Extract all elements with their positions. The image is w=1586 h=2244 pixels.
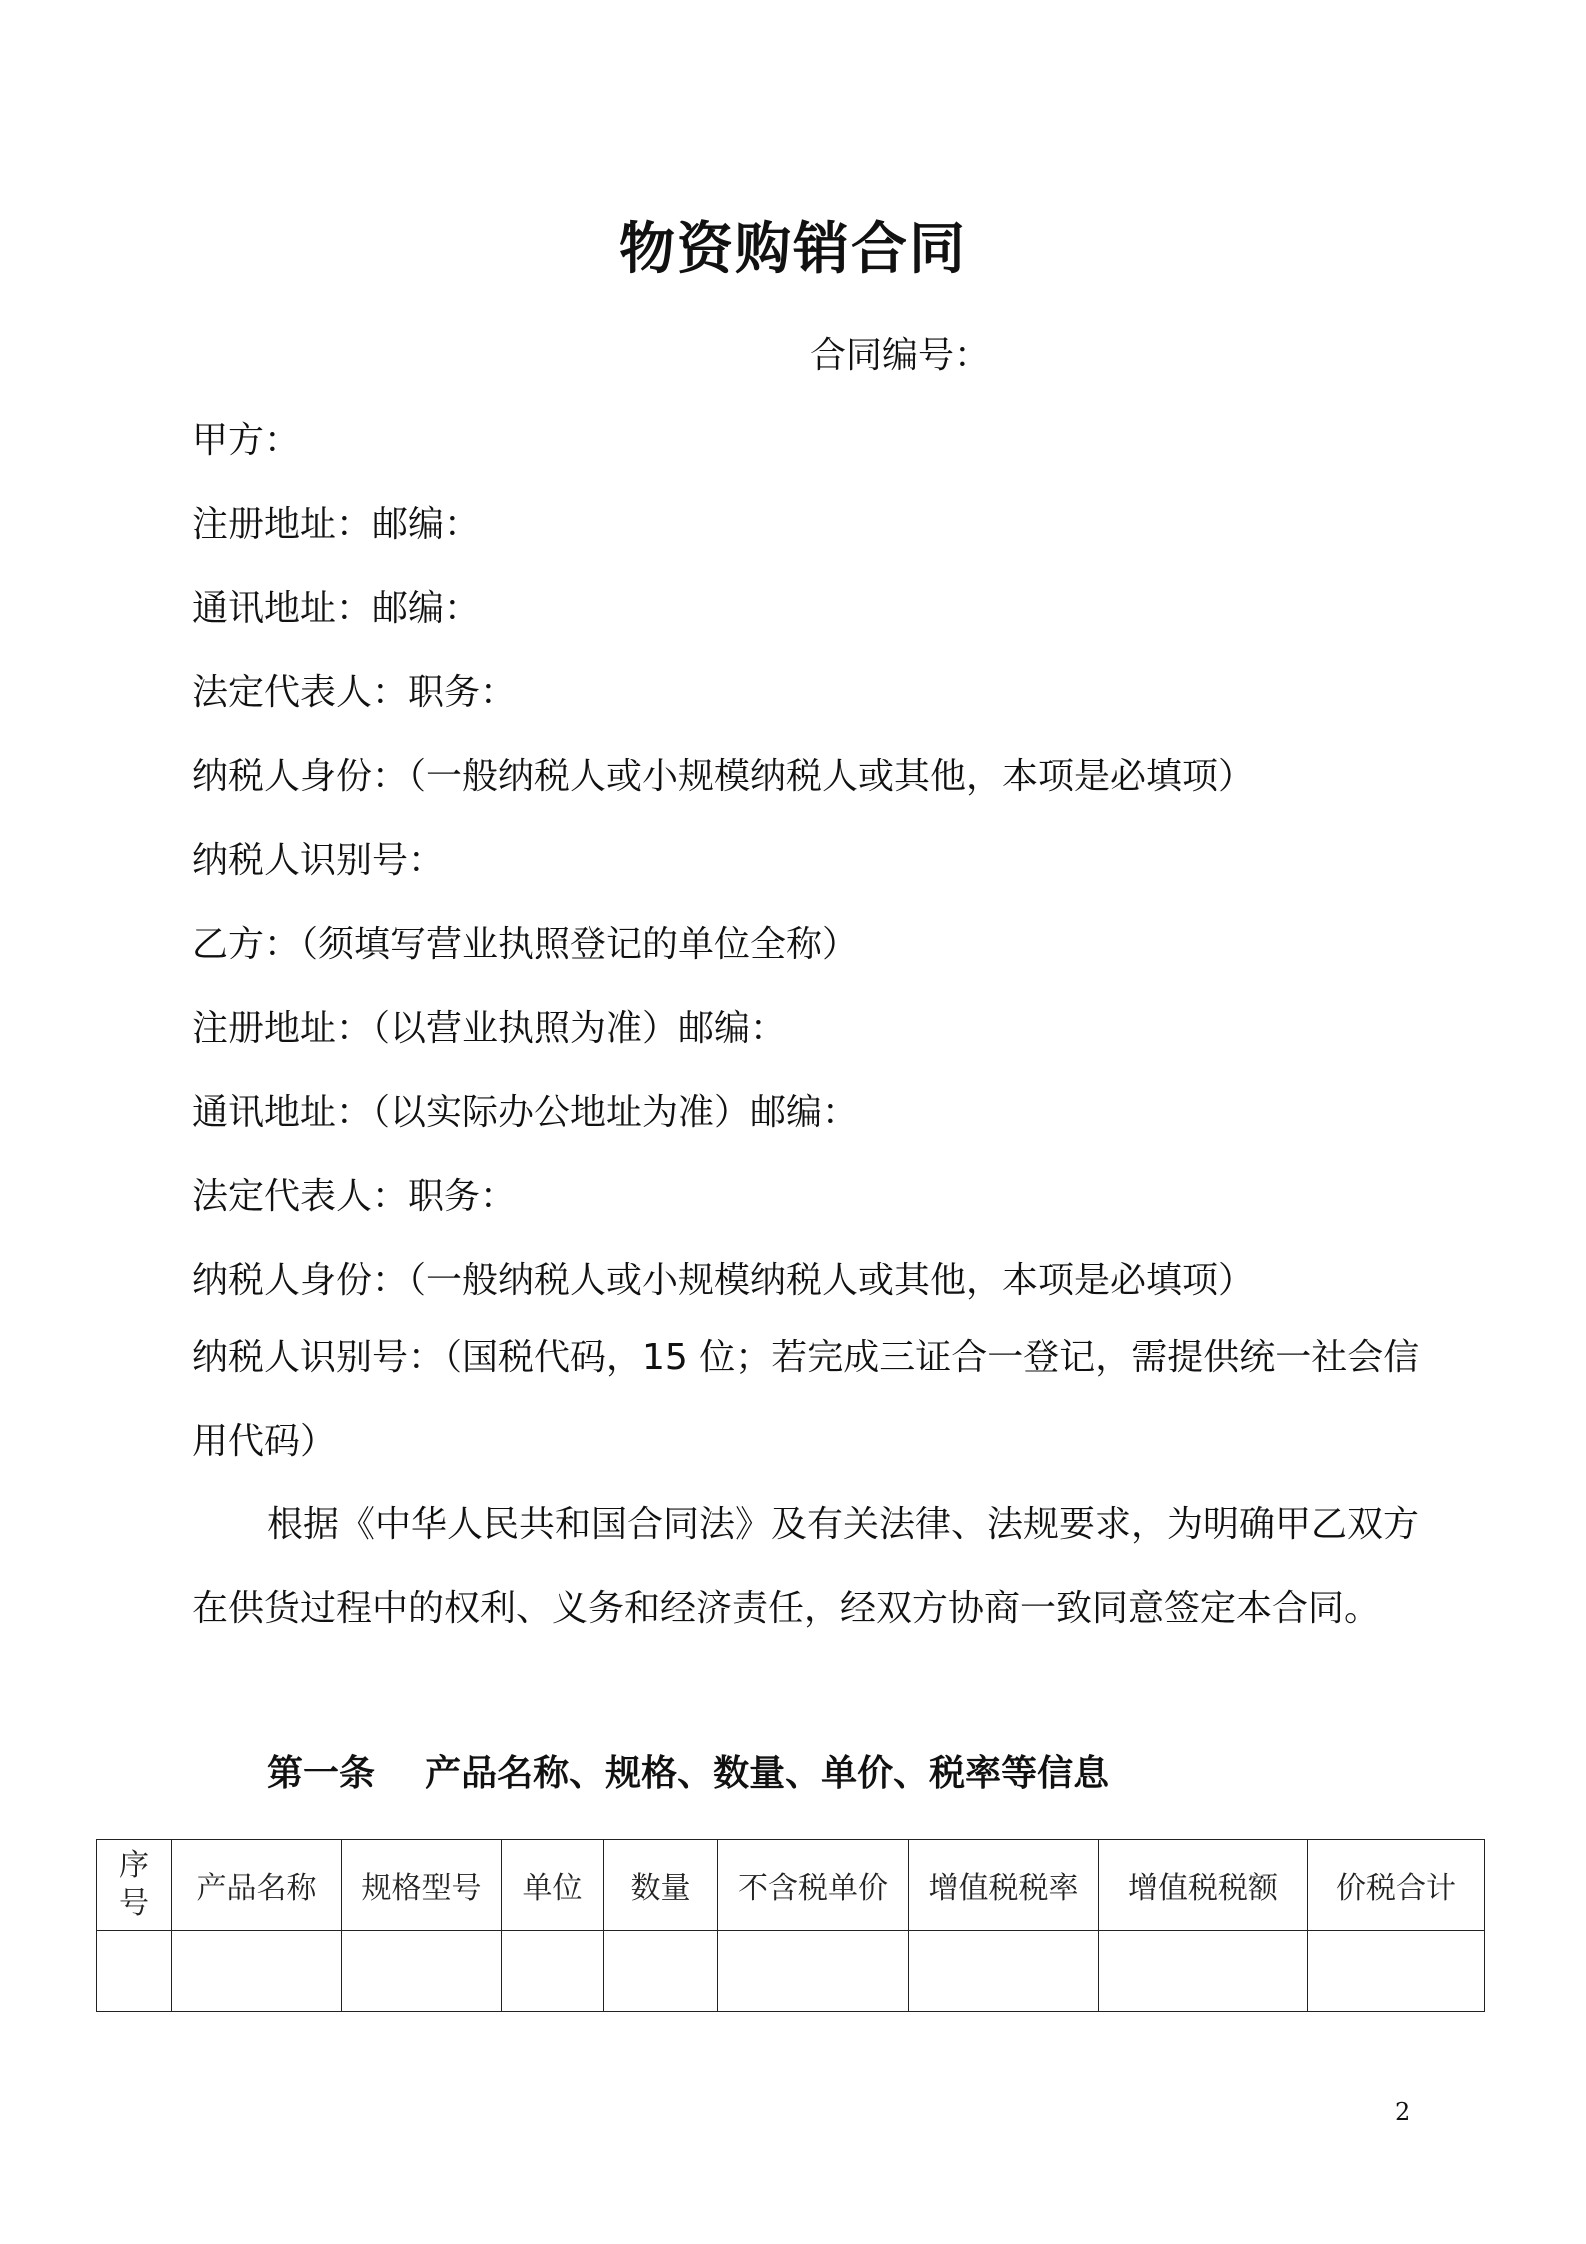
table-cell[interactable] [172,1931,342,2012]
col-header-total: 价税合计 [1308,1840,1485,1931]
table-cell[interactable] [604,1931,718,2012]
col-header-quantity: 数量 [604,1840,718,1931]
party-a-registered-address: 注册地址：邮编： [192,504,481,545]
table-cell[interactable] [1308,1931,1485,2012]
party-a-taxpayer-id: 纳税人识别号： [192,840,445,881]
party-a-mailing-address: 通讯地址：邮编： [192,588,481,629]
table-cell[interactable] [342,1931,502,2012]
party-b-taxpayer-id: 纳税人识别号：（国税代码，15 位；若完成三证合一登记，需提供统一社会信用代码） [192,1337,1420,1462]
table-cell[interactable] [97,1931,172,2012]
party-a-legal-rep: 法定代表人：职务： [192,672,517,713]
col-header-product-name: 产品名称 [172,1840,342,1931]
table-cell[interactable] [718,1931,909,2012]
col-header-vat-amount: 增值税税额 [1099,1840,1308,1931]
party-b-registered-address: 注册地址：（以营业执照为准）邮编： [192,1008,787,1049]
table-cell[interactable] [909,1931,1099,2012]
party-a-taxpayer-status: 纳税人身份：（一般纳税人或小规模纳税人或其他，本项是必填项） [192,756,1255,797]
col-header-unit: 单位 [502,1840,604,1931]
col-header-index: 序号 [97,1840,172,1931]
party-b-legal-rep: 法定代表人：职务： [192,1176,517,1217]
product-table [96,1839,1485,2012]
table-header-row [97,1840,1485,1931]
col-header-vat-rate: 增值税税率 [909,1840,1099,1931]
party-b-mailing-address: 通讯地址：（以实际办公地址为准）邮编： [192,1092,859,1133]
section-1-heading: 第一条 产品名称、规格、数量、单价、税率等信息 [267,1753,1110,1794]
party-b-taxpayer-status: 纳税人身份：（一般纳税人或小规模纳税人或其他，本项是必填项） [192,1260,1255,1301]
table-row [97,1931,1485,2012]
page-number: 2 [1395,2098,1411,2126]
party-a-name: 甲方： [192,420,301,461]
col-header-unit-price-ex-tax: 不含税单价 [718,1840,909,1931]
col-header-spec: 规格型号 [342,1840,502,1931]
contract-number-label: 合同编号： [810,335,991,376]
document-title: 物资购销合同 [619,217,967,282]
party-b-name: 乙方：（须填写营业执照登记的单位全称） [192,924,859,965]
preamble-paragraph: 根据《中华人民共和国合同法》及有关法律、法规要求，为明确甲乙双方在供货过程中的权利、义务和经济责任，经双方协商一致同意签定本合同。 [192,1504,1420,1629]
table-cell[interactable] [1099,1931,1308,2012]
table-cell[interactable] [502,1931,604,2012]
